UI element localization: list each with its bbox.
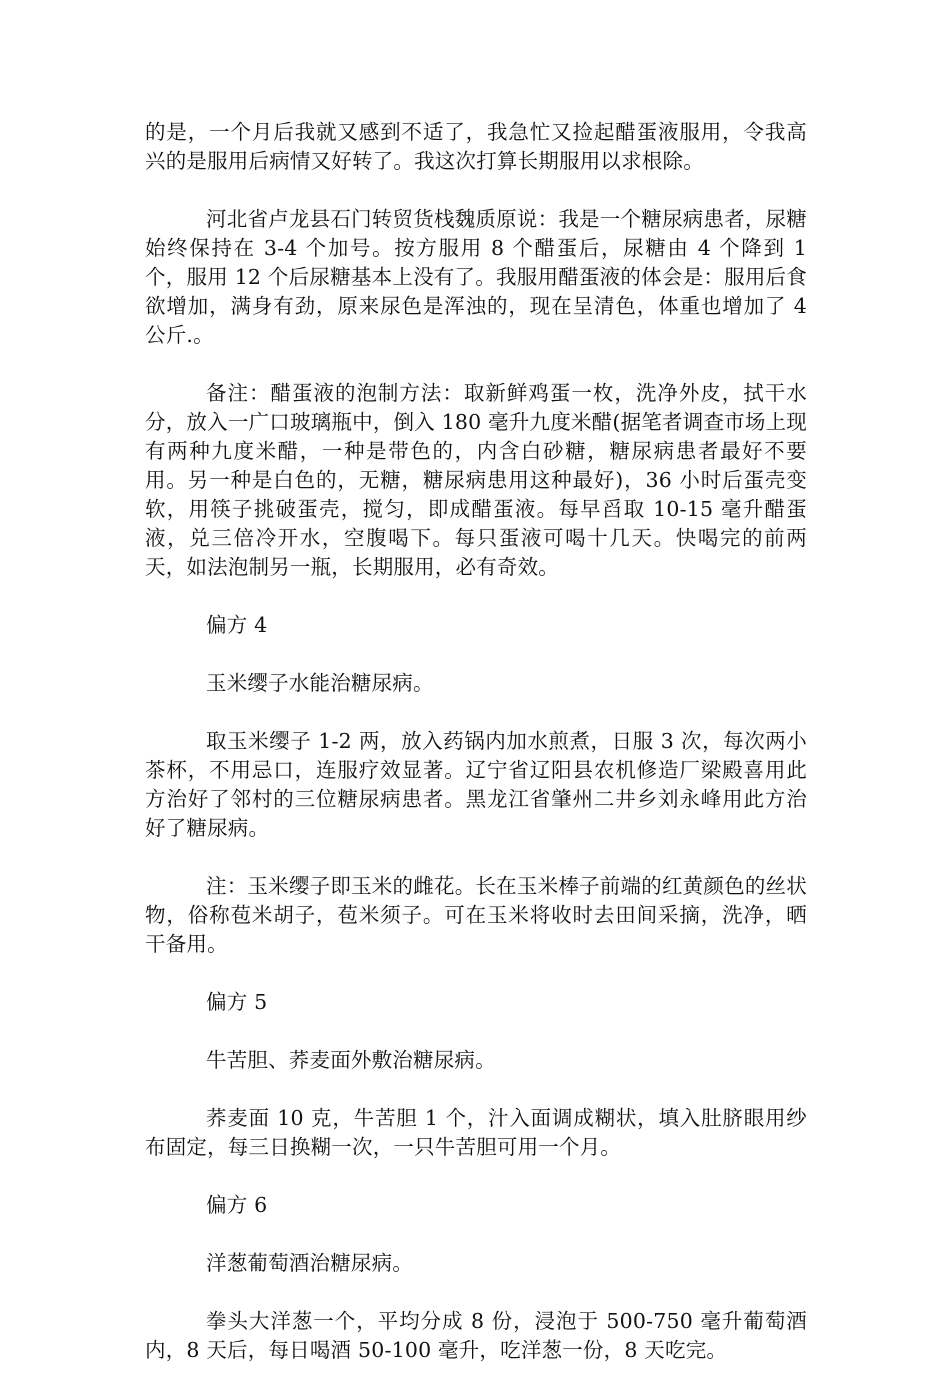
document-page (145, 118, 807, 1394)
paragraph-note-preparation: 备注：醋蛋液的泡制方法：取新鲜鸡蛋一枚，洗净外皮，拭干水分，放入一广口玻璃瓶中，倒入 180 毫升九度米醋(据笔者调查市场上现有两种九度米醋，一种是带色的，内含白砂糖，糖尿病患者最好不要用。另一种是白色的，无糖，糖尿病患用这种最好)，36 小时后蛋壳变软，用筷子挑破蛋壳，搅匀，即成醋蛋液。每早舀取 10-15 毫升醋蛋液，兑三倍冷开水，空腹喝下。每只蛋液可喝十几天。快喝完的前两天，如法泡制另一瓶，长期服用，必有奇效。 (145, 381, 807, 579)
recipe-body-5: 荞麦面 10 克，牛苦胆 1 个，汁入面调成糊状，填入肚脐眼用纱布固定，每三日换糊一次，一只牛苦胆可用一个月。 (145, 1106, 807, 1159)
recipe-heading-5: 偏方 5 (206, 990, 268, 1014)
recipe-title-6: 洋葱葡萄酒治糖尿病。 (206, 1251, 413, 1275)
paragraph-testimony: 河北省卢龙县石门转贸货栈魏质原说：我是一个糖尿病患者，尿糖始终保持在 3-4 个加号。按方服用 8 个醋蛋后，尿糖由 4 个降到 1 个，服用 12 个后尿糖基本上没有了。我服用醋蛋液的体会是：服用后食欲增加，满身有劲，原来尿色是浑浊的，现在呈清色，体重也增加了 4 公斤.。 (145, 207, 807, 347)
recipe-title-5: 牛苦胆、荞麦面外敷治糖尿病。 (206, 1048, 496, 1072)
recipe-body-4: 取玉米缨子 1-2 两，放入药锅内加水煎煮，日服 3 次，每次两小茶杯，不用忌口，连服疗效显著。辽宁省辽阳县农机修造厂梁殿喜用此方治好了邻村的三位糖尿病患者。黑龙江省肇州二井乡刘永峰用此方治好了糖尿病。 (145, 729, 807, 840)
recipe-body-6: 拳头大洋葱一个，平均分成 8 份，浸泡于 500-750 毫升葡萄酒内，8 天后，每日喝酒 50-100 毫升，吃洋葱一份，8 天吃完。 (145, 1309, 807, 1362)
recipe-heading-6: 偏方 6 (206, 1193, 268, 1217)
recipe-title-4: 玉米缨子水能治糖尿病。 (206, 671, 434, 695)
paragraph-continuation: 的是，一个月后我就又感到不适了，我急忙又捡起醋蛋液服用，令我高兴的是服用后病情又好转了。我这次打算长期服用以求根除。 (145, 120, 807, 173)
recipe-heading-4: 偏方 4 (206, 613, 268, 637)
recipe-note-4: 注：玉米缨子即玉米的雌花。长在玉米棒子前端的红黄颜色的丝状物，俗称苞米胡子，苞米须子。可在玉米将收时去田间采摘，洗净，晒干备用。 (145, 874, 807, 956)
